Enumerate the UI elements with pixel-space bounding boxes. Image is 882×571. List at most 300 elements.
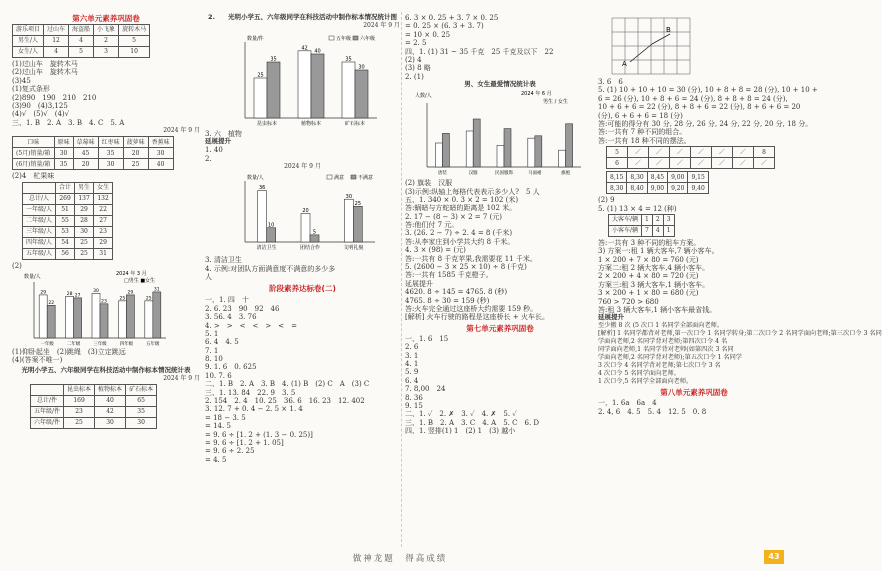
data-label: 30 bbox=[345, 193, 353, 200]
table-cell: 40 bbox=[148, 159, 173, 170]
answer-block-unit7 bbox=[405, 335, 595, 436]
data-label: 29 bbox=[40, 290, 47, 296]
table-cell: 3 bbox=[94, 47, 119, 58]
table-cell: 22 bbox=[94, 204, 113, 215]
answer-line: 五、1. 340 × 0. 3 × 2 = 102 (米) bbox=[405, 195, 519, 204]
answer-line: 5. (2600 − 3 × 25 × 10) ÷ 8 (千克) bbox=[405, 263, 527, 272]
category-label: 民国服饰 bbox=[495, 171, 513, 177]
answer-line: 答:他们付 7 元。 bbox=[405, 221, 459, 230]
column-2 bbox=[205, 14, 400, 464]
answer-line: = 14. 5 bbox=[205, 422, 231, 431]
table-cell: 30 bbox=[95, 417, 126, 428]
geo-label-b: B bbox=[666, 26, 671, 34]
answer-line: 5. 1 bbox=[205, 329, 219, 338]
data-label: 10 bbox=[267, 222, 275, 229]
bar-1 bbox=[355, 70, 368, 118]
table-cell: 2 bbox=[652, 214, 663, 225]
answer-line: 三、1. B 2. A 3. C 4. A 5. C 6. D bbox=[405, 418, 540, 427]
table-cell: 132 bbox=[94, 193, 113, 204]
answer-block-unit8 bbox=[598, 399, 790, 416]
bar-1 bbox=[153, 292, 161, 338]
table-cell: 35 bbox=[98, 148, 123, 159]
bar-1 bbox=[47, 305, 55, 338]
table-cell: 4 bbox=[652, 225, 663, 236]
answer-line: 答:蜗暗与方蛇暗的距离是 102 米。 bbox=[405, 204, 517, 213]
table-cell: 1 bbox=[642, 214, 653, 225]
table-cell: 31 bbox=[94, 248, 113, 259]
table-cell: 54 bbox=[56, 237, 75, 248]
table-row bbox=[607, 172, 709, 183]
chart3-legend: □男生 ■女生 bbox=[124, 277, 156, 284]
chart1-title: 2. 光明小学五、六年级同学在科技活动中制作标本情况统计图 bbox=[208, 13, 397, 21]
bar-1 bbox=[311, 54, 324, 118]
table-cell: 5 bbox=[69, 47, 94, 58]
answer-line: 答:火车完全通过这座桥大约需要 159 秒。 bbox=[405, 304, 538, 313]
answer-line: 4. > > < < > < = bbox=[205, 321, 297, 330]
table-header-cell: 男生 bbox=[75, 182, 94, 193]
table-row bbox=[609, 214, 675, 225]
table-row bbox=[13, 159, 174, 170]
table-header-cell: 海盗船 bbox=[69, 25, 94, 36]
answer-line: 4765. 8 ÷ 30 = 159 (秒) bbox=[405, 296, 490, 305]
answer-line: 一、1. 6a 6a 4 bbox=[598, 399, 657, 408]
chart1-date: 2024 年 9 月 bbox=[363, 22, 400, 29]
answer-line: 3. 56. 4 3. 76 bbox=[205, 313, 257, 322]
answer-line: 4. 1 bbox=[405, 359, 419, 368]
table-cell: 23 bbox=[94, 226, 113, 237]
table-cell: 29 bbox=[94, 237, 113, 248]
answer-line: 1. 40 bbox=[205, 146, 223, 155]
bar-0 bbox=[254, 78, 267, 118]
bar-0 bbox=[342, 62, 355, 118]
answer-ren: 人 bbox=[205, 272, 212, 281]
column-4 bbox=[598, 14, 882, 416]
table-cell: 小客车/辆 bbox=[609, 225, 642, 236]
chart4-title: 男、女生最爱情况统计表 bbox=[464, 80, 536, 89]
bar-0 bbox=[145, 301, 153, 338]
specimen-bar-chart bbox=[205, 30, 395, 130]
table-header-cell: 口味 bbox=[13, 137, 55, 148]
grade-bar-chart bbox=[24, 270, 174, 348]
table-header-cell bbox=[31, 384, 64, 395]
bar-0 bbox=[92, 293, 100, 338]
table-cell: 8,30 bbox=[627, 172, 647, 183]
table-cell: 30 bbox=[54, 148, 73, 159]
q2-label: (2) bbox=[12, 261, 22, 270]
table-cell: 56 bbox=[56, 248, 75, 259]
bar-1 bbox=[100, 304, 108, 338]
chart3-ylabel: 数量/人 bbox=[24, 273, 41, 280]
table-cell: 12 bbox=[44, 36, 69, 47]
table-cell: 9,15 bbox=[688, 172, 708, 183]
answer-line: = 0. 25 × (6. 3 + 3. 7) bbox=[405, 22, 484, 31]
table-cell: 55 bbox=[56, 215, 75, 226]
answer-line: 二、1. ✓ 2. ✗ 3. ✓ 4. ✗ 5. ✓ bbox=[405, 410, 517, 419]
answer-line: 10. 7. 6 bbox=[205, 371, 232, 380]
answer-line: = 10 × 0. 25 bbox=[405, 30, 451, 39]
answer-line: 四、1. (1) 31 ~ 35 千克 25 千克及以下 22 bbox=[405, 47, 554, 56]
table-header-cell: 草莓味 bbox=[73, 137, 98, 148]
answer-block-q2 bbox=[405, 179, 595, 196]
data-label: 35 bbox=[270, 56, 277, 63]
specimen-date: 2024 年 9 月 bbox=[163, 374, 200, 382]
answer-line: 3. 12. 7 + 0. 4 − 2. 5 × 1. 4 bbox=[205, 405, 303, 414]
answer-line: 1 次口令,5 名同学全部面向老师。 bbox=[598, 378, 693, 386]
answer-line: 7. 1 bbox=[205, 346, 219, 355]
data-label: 23 bbox=[101, 299, 107, 305]
answer-line: [解析] 1 名同学都背对老师,第一次口令 1 名同学转身;第二次口令 2 名同学面向老师;第三次口令 3 名同 bbox=[598, 330, 882, 338]
table-header-cell: 旋转木马 bbox=[119, 25, 150, 36]
section-header-unit6: 第六单元素养巩固卷 bbox=[72, 14, 140, 23]
answer-line: 9. 1. 6 0. 625 bbox=[205, 363, 257, 372]
answer-line: (2) 9 bbox=[598, 196, 615, 205]
analysis-note: [解析] 火车行驶的路程是这座桥长 + 火车长。 bbox=[405, 313, 550, 322]
answer-line: = 18 − 3. 5 bbox=[205, 413, 246, 422]
column-divider bbox=[401, 12, 402, 547]
answer-line: 2. bbox=[205, 154, 212, 163]
answer-line: 6. 3 × 0. 25 + 3. 7 × 0. 25 bbox=[405, 14, 499, 22]
clothing-bar-chart bbox=[411, 89, 591, 179]
category-label: 一年级 bbox=[40, 341, 54, 347]
answer-line-three: 三、1. B 2. A 3. B 4. C 5. A bbox=[12, 118, 125, 127]
chart4-date: 2024 年 6 月 bbox=[521, 91, 552, 98]
answer-line: 3) 方案一:租 1 辆大客车,7 辆小客车。 bbox=[598, 247, 719, 256]
answer-line: (2)890 190 210 210 bbox=[12, 93, 97, 102]
flavor-table bbox=[12, 136, 174, 170]
table-header-cell: 植物标本 bbox=[95, 384, 126, 395]
data-label: 27 bbox=[74, 293, 81, 299]
table-header-cell: 女生 bbox=[94, 182, 113, 193]
bar-1 bbox=[535, 136, 542, 167]
table-cell: 20 bbox=[123, 148, 148, 159]
page-footer-slogan: 做神龙题 得高成绩 bbox=[352, 554, 448, 564]
answer-line: (3) 8 略 bbox=[405, 64, 431, 73]
answer-block-top bbox=[405, 14, 595, 48]
table-cell: 总计/件 bbox=[31, 395, 64, 406]
bar-1 bbox=[566, 124, 573, 167]
table-header-cell: 香蕉味 bbox=[148, 137, 173, 148]
bar-1 bbox=[267, 62, 280, 118]
table-cell: 7 bbox=[642, 225, 653, 236]
table-row bbox=[23, 204, 113, 215]
answer-block-a bbox=[205, 146, 400, 163]
specimen-table bbox=[30, 384, 157, 429]
answer-line: 3 × 200 + 1 × 80 = 680 (元) bbox=[598, 289, 699, 298]
category-label: 二年级 bbox=[66, 341, 81, 347]
table-cell: 六年级/件 bbox=[31, 417, 64, 428]
legend-label: 满意 bbox=[334, 175, 345, 182]
answer-line: (3)45 bbox=[12, 76, 31, 85]
table-row bbox=[609, 225, 675, 236]
answer-line: (3)90 (4)3,125 bbox=[12, 101, 68, 110]
bus-table bbox=[608, 214, 675, 237]
flavor-note: (2)4 杧果味 bbox=[12, 172, 55, 181]
answer-line: 4620. 8 ÷ 145 = 4765. 8 (秒) bbox=[405, 288, 508, 297]
answer-line: 10 + 6 + 6 = 22 (分), 8 + 8 + 6 = 22 (分), 8 + 6 + 6 = 20 bbox=[598, 103, 801, 112]
column-1 bbox=[12, 14, 200, 431]
answer-block-q2 bbox=[12, 60, 200, 85]
table-cell: 25 bbox=[123, 159, 148, 170]
answer-line: (2)过山车 旋转木马 bbox=[12, 68, 78, 77]
table-cell: 2 bbox=[94, 36, 119, 47]
category-label: 文明礼貌 bbox=[343, 245, 364, 252]
chart-ylabel: 数量/人 bbox=[247, 175, 264, 182]
table-row bbox=[23, 248, 113, 259]
table-row bbox=[13, 36, 150, 47]
table-row bbox=[607, 183, 709, 194]
answer-line: 学面向老师,2 名同学背对老师);第五次口令 1 名同学 bbox=[598, 354, 742, 362]
answer-line: 方案三:租 3 辆大客车,1 辆小客车。 bbox=[598, 280, 710, 289]
answer-line: 方案二:租 2 辆大客车,4 辆小客车。 bbox=[598, 264, 710, 273]
table-cell: 8,30 bbox=[607, 183, 627, 194]
data-label: 30 bbox=[93, 288, 99, 294]
answer-line: = 9. 6 ÷ [1. 2 + 1. 05] bbox=[205, 438, 284, 447]
table-cell: 25 bbox=[75, 237, 94, 248]
table-cell: 27 bbox=[94, 215, 113, 226]
answer-line: 9. 15 bbox=[405, 401, 423, 410]
table-cell: 65 bbox=[126, 395, 157, 406]
table-cell: 51 bbox=[56, 204, 75, 215]
table-cell: 3 bbox=[663, 214, 674, 225]
bar-0 bbox=[528, 138, 535, 167]
answer-line: = 9. 6 ÷ 2. 25 bbox=[205, 447, 255, 456]
answer-line: 2. 154 2. 4 10. 25 36. 6 16. 23 12. 402 bbox=[205, 397, 365, 406]
table-header-cell: 过山车 bbox=[44, 25, 69, 36]
answer-line: 8. 36 bbox=[405, 393, 423, 402]
answer-line: 6. 4 4. 5 bbox=[205, 338, 239, 347]
data-label: 20 bbox=[302, 208, 309, 215]
table-cell: 9,00 bbox=[647, 183, 667, 194]
table-row bbox=[23, 226, 113, 237]
section-header-unit7: 第七单元素养巩固卷 bbox=[466, 323, 534, 333]
legend-label: 五年级 bbox=[336, 36, 352, 42]
table-row bbox=[31, 395, 157, 406]
bar-1 bbox=[504, 129, 511, 167]
answer-block-q4 bbox=[405, 48, 595, 73]
answer-line: 4. 3 × (98) = (元) bbox=[405, 246, 466, 255]
table-header-cell: 原味 bbox=[54, 137, 73, 148]
answer-line: 答:一共有 18 种不同的摆法。 bbox=[598, 136, 691, 145]
data-label: 25 bbox=[145, 296, 152, 302]
data-label: 25 bbox=[119, 296, 126, 302]
answer-line: 答:可能的得分有 30 分, 28 分, 26 分, 24 分, 22 分, 20 分, 18 分。 bbox=[598, 119, 813, 128]
bar-0 bbox=[344, 199, 353, 242]
answer-line: 5. 9 bbox=[405, 368, 419, 377]
bar-1 bbox=[267, 228, 276, 242]
table-cell: 53 bbox=[56, 226, 75, 237]
answer-line: (2) 4 bbox=[405, 55, 422, 64]
category-label: 四年级 bbox=[119, 341, 134, 347]
table-cell: 35 bbox=[54, 159, 73, 170]
data-label: 28 bbox=[66, 291, 73, 297]
bar-1 bbox=[442, 134, 449, 168]
table-cell: 35 bbox=[126, 406, 157, 417]
category-label: 五年级 bbox=[146, 341, 160, 347]
bar-0 bbox=[258, 191, 267, 242]
table-cell: 137 bbox=[75, 193, 94, 204]
table-header-cell: 游乐项目 bbox=[13, 25, 44, 36]
answer-line: 三、1. 13. 84 22. 9 3. 5 bbox=[205, 388, 296, 397]
answer-line: 一、1. 四 十 bbox=[205, 296, 249, 305]
table-cell: 9,40 bbox=[688, 183, 708, 194]
answer-line: 1 × 200 + 7 × 80 = 760 (元) bbox=[598, 255, 699, 264]
table-header-cell: 红枣味 bbox=[98, 137, 123, 148]
answer-line: 一、1. 6 15 bbox=[405, 334, 449, 343]
answer-block-q5 bbox=[405, 196, 595, 280]
data-label: 31 bbox=[153, 287, 160, 293]
extend-label: 延展提升 bbox=[598, 313, 624, 322]
answer-line: = 9. 6 ÷ [1. 2 + (1. 3 − 0. 25)] bbox=[205, 430, 313, 439]
answer-q2-chart: 2. (1) bbox=[405, 72, 424, 81]
answer-line: 2. 17 − (8 − 3) × 2 = 7 (元) bbox=[405, 212, 503, 221]
table-cell: 一年级/人 bbox=[23, 204, 56, 215]
legend-label: 不满意 bbox=[358, 175, 374, 182]
table-cell: 5 bbox=[119, 36, 150, 47]
table-header-cell: 合计 bbox=[56, 182, 75, 193]
data-label: 25 bbox=[354, 201, 362, 208]
table-cell: 四年级/人 bbox=[23, 237, 56, 248]
table-row bbox=[23, 193, 113, 204]
table-header-cell: 菠萝味 bbox=[123, 137, 148, 148]
answer-block-extend bbox=[405, 280, 595, 314]
legend-swatch bbox=[329, 36, 334, 40]
table-cell: 9,20 bbox=[668, 183, 688, 194]
answer-line: 至少搬 8 次 (5 次口 1 名同学全部面向老师。 bbox=[598, 322, 724, 330]
answer-line: 2. 6 bbox=[405, 343, 419, 352]
category-label: 三年级 bbox=[93, 341, 107, 347]
table-row bbox=[13, 148, 174, 159]
category-label: 团结合作 bbox=[299, 245, 321, 252]
bar-1 bbox=[126, 295, 134, 338]
answer-line: = 2. 5 bbox=[405, 39, 427, 48]
table-cell: 23 bbox=[64, 406, 95, 417]
answer-line: 6 = 26 (分), 10 + 8 + 6 = 24 (分), 8 + 8 + 8 = 24 (分), bbox=[598, 94, 788, 103]
satisfaction-bar-chart bbox=[205, 171, 395, 256]
time-table bbox=[606, 171, 709, 194]
table-cell: 10 bbox=[119, 47, 150, 58]
answer-line: 3. (26. 2 − 7) ÷ 2. 4 = 8 (千米) bbox=[405, 229, 513, 238]
answer-line: 4 次口令 5 名同学面向老师。 bbox=[598, 370, 680, 378]
table-cell: (5月)销量/箱 bbox=[13, 148, 55, 159]
answer-clean: 3. 清洁卫生 bbox=[205, 256, 242, 265]
answer-block-score bbox=[598, 86, 818, 145]
bus-note: 答:一共有 3 种不同的租车方案。 bbox=[598, 238, 701, 247]
table-cell: 8,15 bbox=[607, 172, 627, 183]
chart-ylabel: 数量/件 bbox=[247, 36, 264, 42]
answer-line: (4)(答案不唯一) bbox=[12, 356, 63, 365]
table-cell: 29 bbox=[75, 204, 94, 215]
table-cell: 二年级/人 bbox=[23, 215, 56, 226]
geometry-grid bbox=[608, 14, 694, 78]
legend-swatch bbox=[327, 175, 332, 179]
table-cell: 9,00 bbox=[668, 172, 688, 183]
column-3 bbox=[405, 14, 595, 435]
geo-label-a: A bbox=[622, 60, 627, 68]
legend-swatch bbox=[353, 36, 358, 40]
grade-table bbox=[22, 182, 113, 260]
answer-line: (分), 6 + 6 + 6 = 18 (分) bbox=[598, 111, 683, 120]
table-cell: 8,40 bbox=[627, 183, 647, 194]
answer-line: (3)示例:纵轴上每格代表表示多少人? 5 人 bbox=[405, 187, 540, 196]
answer-q3: 3. 6 6 bbox=[598, 78, 623, 86]
answer-block-after bbox=[598, 196, 790, 213]
data-label: 36 bbox=[258, 185, 266, 192]
table-header-cell bbox=[23, 182, 56, 193]
bar-0 bbox=[298, 51, 311, 118]
category-label: 唐装 bbox=[437, 171, 447, 177]
date-label: 2024 年 9 月 bbox=[163, 127, 200, 135]
category-label: 矿石标本 bbox=[344, 121, 366, 127]
table-cell: 五年级/件 bbox=[31, 406, 64, 417]
answer-line: (4)√ (5)√ (4)√ bbox=[12, 110, 70, 119]
table-header-cell: 昆虫标本 bbox=[64, 384, 95, 395]
table-cell: 25 bbox=[75, 248, 94, 259]
table-cell: 五年级/人 bbox=[23, 248, 56, 259]
answer-block-plans bbox=[598, 247, 790, 314]
category-label: 马面裙 bbox=[528, 171, 542, 177]
table-cell: 40 bbox=[95, 395, 126, 406]
answer-line: 2 × 200 + 4 × 80 = 720 (元) bbox=[598, 272, 699, 281]
data-label: 22 bbox=[48, 300, 55, 306]
answer-line: (1)复式条形 bbox=[12, 85, 50, 94]
table-row bbox=[23, 215, 113, 226]
bar-0 bbox=[301, 214, 310, 243]
answer-line: 6. 4 bbox=[405, 376, 419, 385]
table-cell: 20 bbox=[73, 159, 98, 170]
answer-line: 7. 8,00 24 bbox=[405, 385, 446, 394]
bar-0 bbox=[466, 131, 473, 167]
bar-0 bbox=[559, 150, 566, 167]
specimen-table-title: 光明小学五、六年级同学在科技活动中制作标本情况统计表 bbox=[21, 365, 191, 374]
table-cell: 总计/人 bbox=[23, 193, 56, 204]
table-cell: 30 bbox=[126, 417, 157, 428]
answer-line: 答:一共有 7 种不同的组合。 bbox=[598, 128, 687, 137]
answer-line: (1)仰卧起坐 (2)跳绳 (3)立定跳远 bbox=[12, 347, 126, 356]
answer-line: 3. 1 bbox=[405, 351, 419, 360]
category-label: 植物标本 bbox=[300, 121, 322, 127]
table-cell: 大客车/辆 bbox=[609, 214, 642, 225]
chart4-ylabel: 人数/人 bbox=[415, 93, 432, 100]
answer-line: 答:一共有 8 千克苹果,我需要花 11 千米。 bbox=[405, 254, 537, 263]
table-cell: (6月)销量/箱 bbox=[13, 159, 55, 170]
table-cell: 女生/人 bbox=[13, 47, 44, 58]
table-row bbox=[23, 237, 113, 248]
table-cell: 8,45 bbox=[647, 172, 667, 183]
page-number: 43 bbox=[764, 550, 784, 564]
answer-line: 5. (1) 10 + 10 + 10 = 30 (分), 10 + 8 + 8 = 28 (分), 10 + 10 + bbox=[598, 86, 818, 95]
data-label: 42 bbox=[301, 45, 308, 52]
answer-line: 答:从李家庄到小学共大约 8 千米。 bbox=[405, 237, 515, 246]
bar-0 bbox=[39, 295, 47, 338]
category-label: 汉服 bbox=[468, 171, 478, 177]
answer-line: 延展提升 bbox=[405, 279, 433, 288]
answer-q6: 3. 六 植物 bbox=[205, 130, 242, 138]
bar-0 bbox=[118, 301, 126, 338]
extend-label: 延展提升 bbox=[205, 137, 231, 146]
bar-1 bbox=[353, 207, 362, 243]
chart4-legend: 男生 / 女生 bbox=[543, 99, 568, 106]
table-row bbox=[31, 417, 157, 428]
table-cell: 4 bbox=[69, 36, 94, 47]
table-cell: 42 bbox=[95, 406, 126, 417]
table-cell: 169 bbox=[64, 395, 95, 406]
table-cell: 1 bbox=[663, 225, 674, 236]
section-header-stage2: 阶段素养达标卷(二) bbox=[269, 284, 336, 294]
table-cell: 28 bbox=[75, 215, 94, 226]
table-header-cell: 小飞象 bbox=[94, 25, 119, 36]
answer-line: 答:租 3 辆大客车,1 辆小客车最省钱。 bbox=[598, 306, 717, 315]
table-cell: 45 bbox=[73, 148, 98, 159]
